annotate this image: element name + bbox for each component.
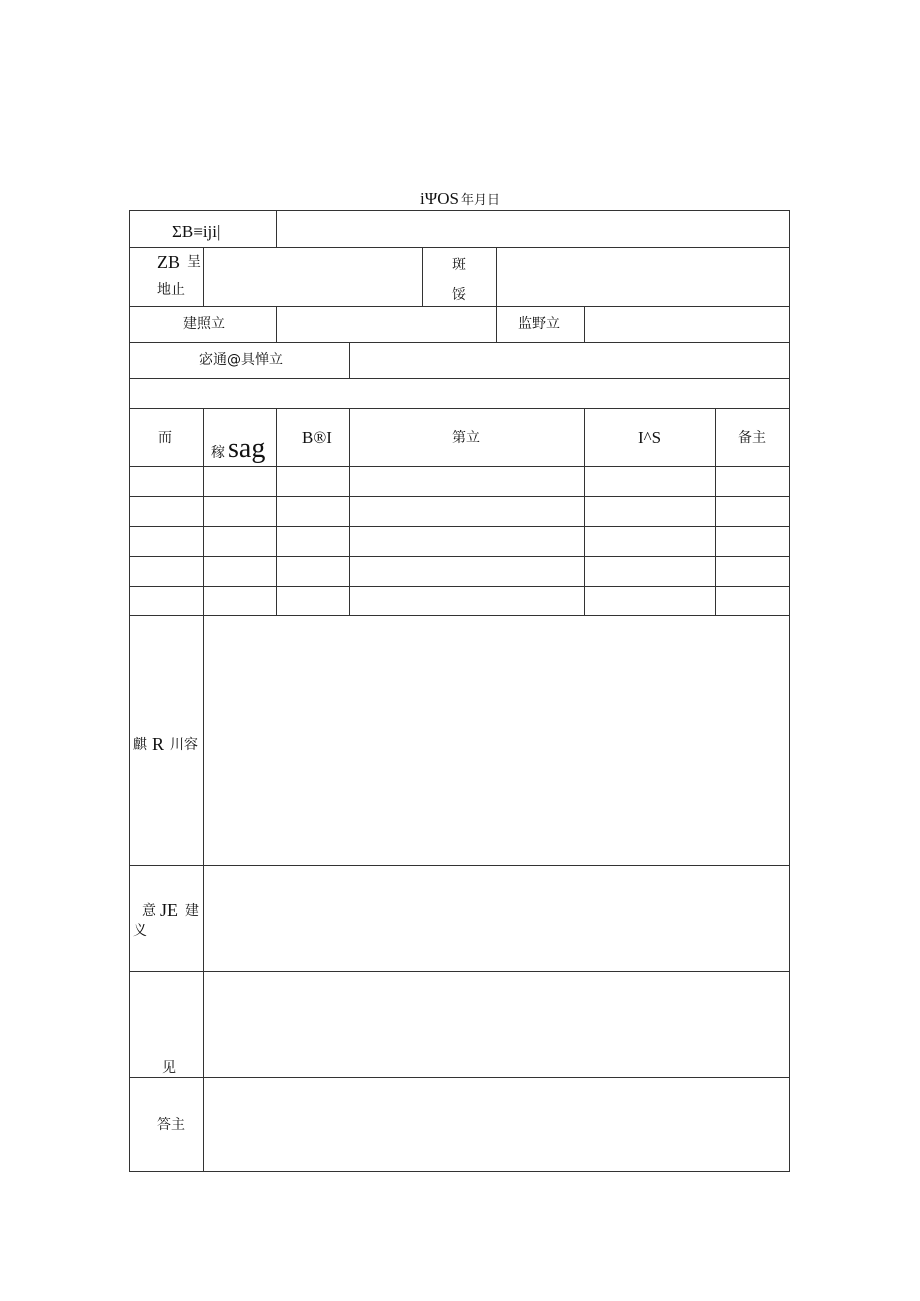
- col-header-6: 备主: [738, 430, 766, 446]
- table-row[interactable]: [130, 497, 789, 526]
- table-row[interactable]: [130, 587, 789, 615]
- content-label-a: 麒: [133, 737, 147, 753]
- blank-band: [130, 379, 789, 408]
- view-label: 见: [162, 1060, 176, 1076]
- row2-mid-label-bottom: 馁: [452, 287, 466, 303]
- row2-label-char: 呈: [187, 254, 201, 270]
- col-header-1: 而: [158, 430, 172, 446]
- col-header-2-large: sag: [228, 433, 266, 464]
- remark-field[interactable]: [204, 1078, 789, 1171]
- col-header-5: I^S: [638, 428, 662, 447]
- row3-left-label: 建照立: [183, 316, 225, 332]
- content-label-b: R: [152, 734, 165, 754]
- row2-right-field[interactable]: [497, 248, 789, 306]
- row4-label: 宓通@具惮立: [199, 352, 283, 368]
- row2-label-latin: ZB: [157, 252, 181, 272]
- opinion-label-c: 建: [185, 903, 199, 919]
- content-field[interactable]: [204, 616, 789, 865]
- col-header-2-small: 稼: [211, 445, 225, 461]
- view-field[interactable]: [204, 972, 789, 1077]
- row3-right-field[interactable]: [585, 307, 789, 342]
- col-header-3: B®I: [302, 428, 332, 447]
- form-title-date: 年月日: [460, 193, 500, 208]
- row2-label-address: 地止: [157, 282, 185, 298]
- opinion-label-d: 义: [133, 923, 147, 939]
- remark-label: 答主: [157, 1117, 185, 1133]
- form-title-code: iΨOS: [419, 189, 459, 208]
- rule: [422, 247, 423, 306]
- table-row[interactable]: [130, 557, 789, 586]
- row4-field[interactable]: [350, 343, 789, 378]
- row3-left-field[interactable]: [277, 307, 496, 342]
- rule: [130, 408, 789, 409]
- row1-label: ΣB≡iji|: [172, 222, 221, 241]
- table-row[interactable]: [130, 467, 789, 496]
- row2-mid-label-top: 斑: [452, 257, 466, 273]
- row2-address-field[interactable]: [204, 248, 422, 306]
- table-row[interactable]: [130, 527, 789, 556]
- row1-value-field[interactable]: [277, 212, 789, 247]
- form-date-header: [0, 189, 920, 209]
- inspection-form: [129, 210, 790, 1172]
- rule: [496, 306, 497, 342]
- row3-right-label: 监野立: [518, 316, 560, 332]
- col-header-4: 第立: [452, 430, 480, 446]
- content-label-c: 川容: [170, 737, 198, 753]
- opinion-label-b: JE: [160, 900, 178, 920]
- opinion-label-a: 意: [142, 903, 156, 919]
- opinion-field[interactable]: [204, 866, 789, 971]
